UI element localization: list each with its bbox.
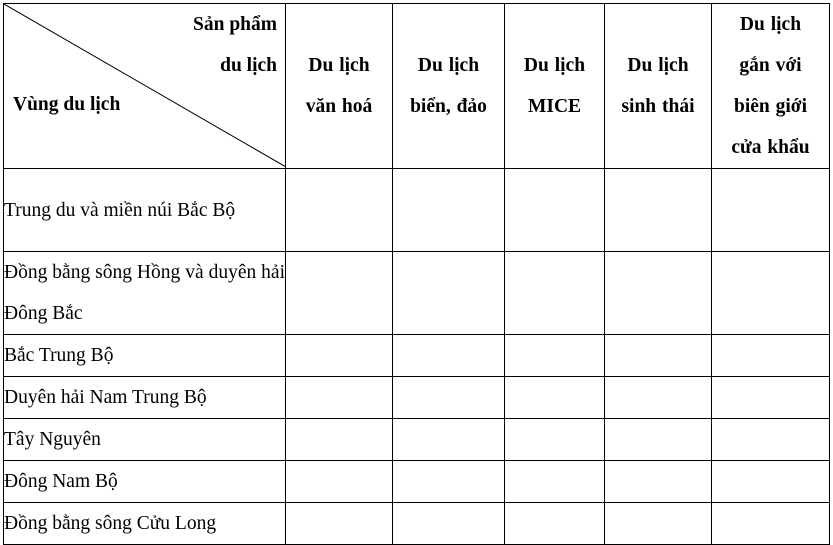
empty-cell [286,461,393,503]
empty-cell [286,503,393,545]
empty-cell [605,252,712,335]
empty-cell [286,252,393,335]
header-row [4,4,830,169]
empty-cell [605,419,712,461]
empty-cell [712,377,830,419]
empty-cell [605,503,712,545]
region-cell: Đồng bằng sông Hồng và duyên hải Đông Bắc [4,252,286,335]
table-row [4,419,830,461]
empty-cell [393,419,505,461]
column-header-line: Du lịch [417,55,480,76]
region-cell: Tây Nguyên [4,419,286,461]
table-row [4,252,830,335]
empty-cell [393,169,505,252]
empty-cell [393,335,505,377]
empty-cell [286,169,393,252]
column-header-line: gắn với [739,55,802,76]
empty-cell [393,503,505,545]
empty-cell [505,377,605,419]
empty-cell [505,335,605,377]
column-header-line: sinh thái [621,96,695,117]
empty-cell [712,169,830,252]
corner-top-line: Sản phẩm [193,14,277,35]
column-header-line: Du lịch [308,55,370,76]
empty-cell [505,461,605,503]
empty-cell [712,419,830,461]
empty-cell [505,503,605,545]
column-header-line: Du lịch [739,14,802,35]
column-header-line: Du lịch [523,55,586,76]
empty-cell [605,377,712,419]
empty-cell [393,377,505,419]
table-row [4,377,830,419]
region-cell: Đông Nam Bộ [4,461,286,503]
empty-cell [505,169,605,252]
column-header-line: Du lịch [627,55,689,76]
table-row [4,169,830,252]
column-header-line: văn hoá [305,96,373,117]
tourism-products-table [3,3,830,545]
empty-cell [712,335,830,377]
column-header-sea-island [393,4,505,169]
column-header-culture [286,4,393,169]
region-cell: Duyên hải Nam Trung Bộ [4,377,286,419]
column-header-line: biển, đảo [410,96,487,117]
table-row [4,335,830,377]
empty-cell [605,461,712,503]
corner-header-cell [4,4,286,169]
empty-cell [712,252,830,335]
region-cell: Đồng bằng sông Cửu Long [4,503,286,545]
empty-cell [712,503,830,545]
column-header-mice [505,4,605,169]
empty-cell [286,335,393,377]
corner-top-line: du lịch [220,55,277,76]
empty-cell [605,335,712,377]
column-header-line: MICE [527,96,582,117]
empty-cell [505,419,605,461]
empty-cell [505,252,605,335]
region-cell: Bắc Trung Bộ [4,335,286,377]
empty-cell [286,419,393,461]
column-header-border-gate [712,4,830,169]
empty-cell [393,252,505,335]
region-cell: Trung du và miền núi Bắc Bộ [4,169,286,252]
corner-product-label [193,4,277,86]
empty-cell [712,461,830,503]
column-header-line: biên giới [733,96,808,117]
table-row [4,503,830,545]
corner-region-label: Vùng du lịch [13,94,121,115]
table-row [4,461,830,503]
empty-cell [605,169,712,252]
empty-cell [393,461,505,503]
column-header-eco [605,4,712,169]
column-header-line: cửa khẩu [731,137,810,158]
empty-cell [286,377,393,419]
